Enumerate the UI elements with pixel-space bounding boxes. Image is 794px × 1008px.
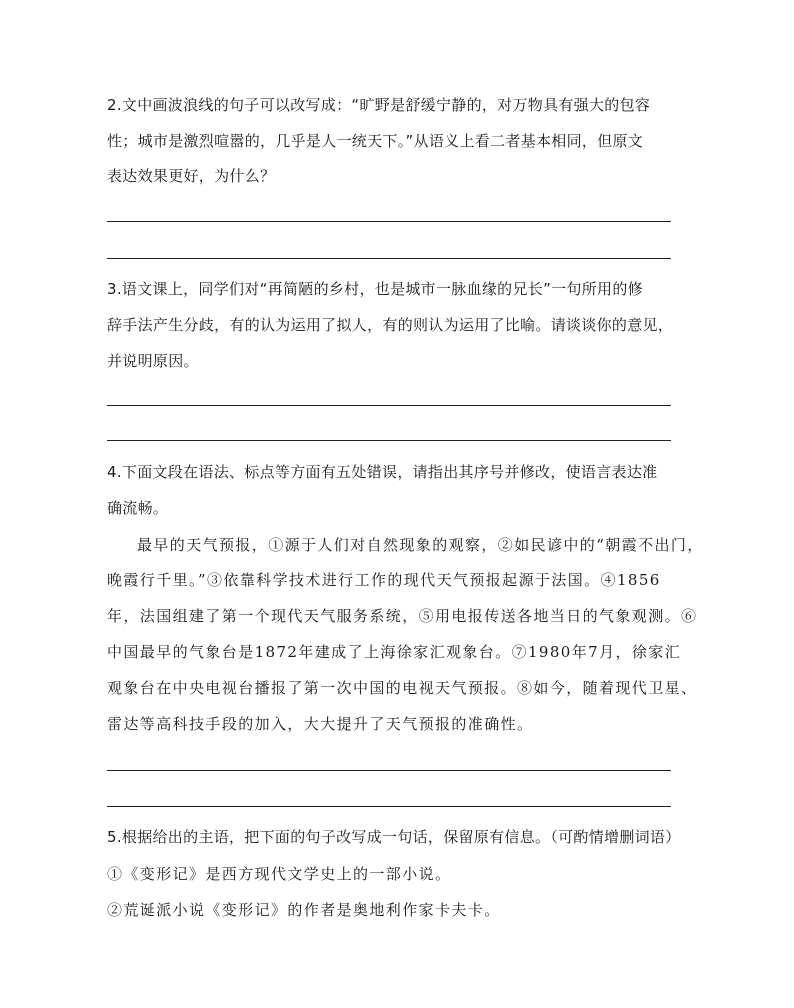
q4-line-2: 确流畅。 — [107, 499, 169, 517]
q4-passage-line-2: 晚霞行千里。”③依靠科学技术进行工作的现代天气预报起源于法国。④1856 — [107, 571, 661, 589]
q4-passage-line-3: 年，法国组建了第一个现代天气服务系统，⑤用电报传送各地当日的气象观测。⑥ — [107, 607, 698, 625]
q2-answer-line-2[interactable] — [107, 258, 671, 259]
q4-answer-line-1[interactable] — [107, 770, 671, 771]
q5-line-1: 5.根据给出的主语，把下面的句子改写成一句话，保留原有信息。（可酌情增删词语） — [107, 828, 681, 846]
q2-line-1: 2.文中画波浪线的句子可以改写成：“旷野是舒缓宁静的，对万物具有强大的包容 — [107, 96, 651, 114]
q3-answer-line-2[interactable] — [107, 440, 671, 441]
q4-line-1: 4.下面文段在语法、标点等方面有五处错误，请指出其序号并修改，使语言表达准 — [107, 463, 658, 481]
q5-item-2: ②荒诞派小说《变形记》的作者是奥地利作家卡夫卡。 — [107, 901, 501, 919]
q4-answer-line-2[interactable] — [107, 806, 671, 807]
q3-answer-line-1[interactable] — [107, 405, 671, 406]
q4-passage-line-1: 最早的天气预报，①源于人们对自然现象的观察，②如民谚中的“朝霞不出门， — [137, 536, 704, 554]
q5-item-1: ①《变形记》是西方现代文学史上的一部小说。 — [107, 865, 452, 883]
q2-line-2: 性；城市是激烈喧嚣的，几乎是人一统天下。”从语义上看二者基本相同，但原文 — [107, 132, 644, 150]
q4-passage-line-5: 观象台在中央电视台播报了第一次中国的电视天气预报。⑧如今，随着现代卫星、 — [107, 679, 698, 697]
q2-answer-line-1[interactable] — [107, 221, 671, 222]
q3-line-2: 辞手法产生分歧，有的认为运用了拟人，有的则认为运用了比喻。请谈谈你的意见， — [107, 316, 674, 334]
q3-line-3: 并说明原因。 — [107, 352, 199, 370]
q4-passage-line-6: 雷达等高科技手段的加入，大大提升了天气预报的准确性。 — [107, 715, 534, 733]
q3-line-1: 3.语文课上，同学们对“再简陋的乡村，也是城市一脉血缘的兄长”一句所用的修 — [107, 280, 643, 298]
q4-passage-line-4: 中国最早的气象台是1872年建成了上海徐家汇观象台。⑦1980年7月，徐家汇 — [107, 643, 682, 661]
q2-line-3: 表达效果更好，为什么？ — [107, 167, 276, 185]
